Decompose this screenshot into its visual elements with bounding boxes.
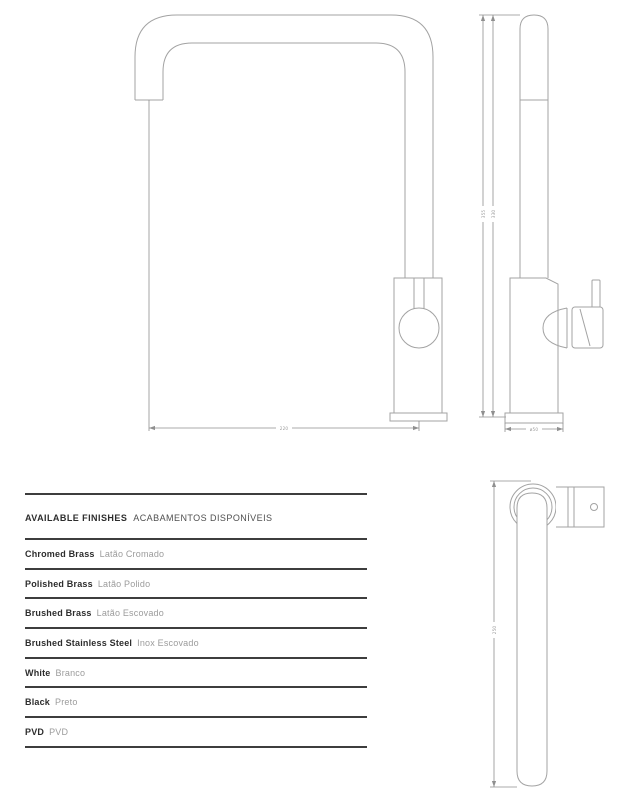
- finish-name-pt: Inox Escovado: [137, 638, 199, 649]
- finish-row-chromed-brass: [25, 538, 367, 568]
- finishes-header-pt: ACABAMENTOS DISPONÍVEIS: [133, 513, 273, 523]
- handle-lever-stem: [592, 280, 600, 307]
- cartridge-channel: [414, 278, 424, 309]
- side-view-drawing: [479, 15, 603, 432]
- body-outline: [510, 278, 558, 413]
- dimension-arrow: [491, 15, 495, 21]
- finish-name-pt: Branco: [55, 667, 86, 678]
- spout-column-outline: [520, 15, 548, 278]
- dimension-arrow: [492, 481, 496, 487]
- finishes-table: [25, 493, 367, 748]
- front-view-drawing: [135, 15, 447, 431]
- spout-arm-outline: [517, 493, 547, 786]
- total-height-dimension-label: 355: [480, 209, 486, 219]
- finish-row-black: [25, 686, 367, 716]
- height-dimensions: [479, 15, 520, 417]
- finish-name-pt: Preto: [55, 697, 78, 708]
- base-width-dimension-label: ø50: [529, 426, 539, 432]
- finish-row-pvd: [25, 716, 367, 746]
- reach-dimension-label: 220: [279, 425, 289, 431]
- spout-height-dimension-label: 330: [490, 209, 496, 219]
- body-outline: [394, 278, 442, 413]
- base-dimension: [505, 423, 563, 432]
- finishes-header-en: AVAILABLE FINISHES: [25, 513, 128, 523]
- dimension-arrow: [481, 411, 485, 417]
- finish-row-polished-brass: [25, 568, 367, 598]
- dimension-arrow: [149, 426, 155, 430]
- finish-name-en: Brushed Stainless Steel: [25, 638, 133, 649]
- finish-name-pt: Latão Escovado: [96, 608, 164, 619]
- spout-outer-outline: [135, 15, 433, 278]
- spout-inner-outline: [163, 43, 405, 278]
- finish-name-en: Polished Brass: [25, 578, 93, 589]
- finish-name-pt: Latão Polido: [97, 578, 151, 589]
- dimension-arrow: [492, 781, 496, 787]
- finish-row-white: [25, 657, 367, 687]
- finish-name-en: Chromed Brass: [25, 549, 95, 559]
- finish-row-brushed-brass: [25, 597, 367, 627]
- top-view-drawing: [490, 481, 604, 787]
- dimension-arrow: [557, 427, 563, 431]
- handle-knob-circle: [399, 308, 439, 348]
- handle-lever-body: [572, 307, 603, 348]
- handle-mask: [556, 487, 604, 527]
- handle-lever-joint-line: [580, 309, 590, 346]
- length-dimension-label: 250: [491, 625, 497, 635]
- reach-dimension: [149, 100, 419, 431]
- dimension-arrow: [491, 411, 495, 417]
- dimension-arrow: [413, 426, 419, 430]
- finish-name-pt: PVD: [49, 727, 69, 738]
- finishes-header: [25, 493, 367, 538]
- base-flange: [390, 413, 447, 421]
- finish-name-en: White: [25, 667, 51, 678]
- finish-name-pt: Latão Cromado: [99, 549, 165, 559]
- dimension-arrow: [481, 15, 485, 21]
- finish-name-en: PVD: [25, 727, 45, 738]
- dimension-arrow: [505, 427, 511, 431]
- finish-name-en: Black: [25, 697, 51, 708]
- finish-name-en: Brushed Brass: [25, 608, 92, 619]
- finishes-table-bottom-rule: [25, 746, 367, 748]
- base-flange: [505, 413, 563, 423]
- finish-row-brushed-stainless-steel: [25, 627, 367, 657]
- cartridge-cover-bulge: [543, 308, 567, 348]
